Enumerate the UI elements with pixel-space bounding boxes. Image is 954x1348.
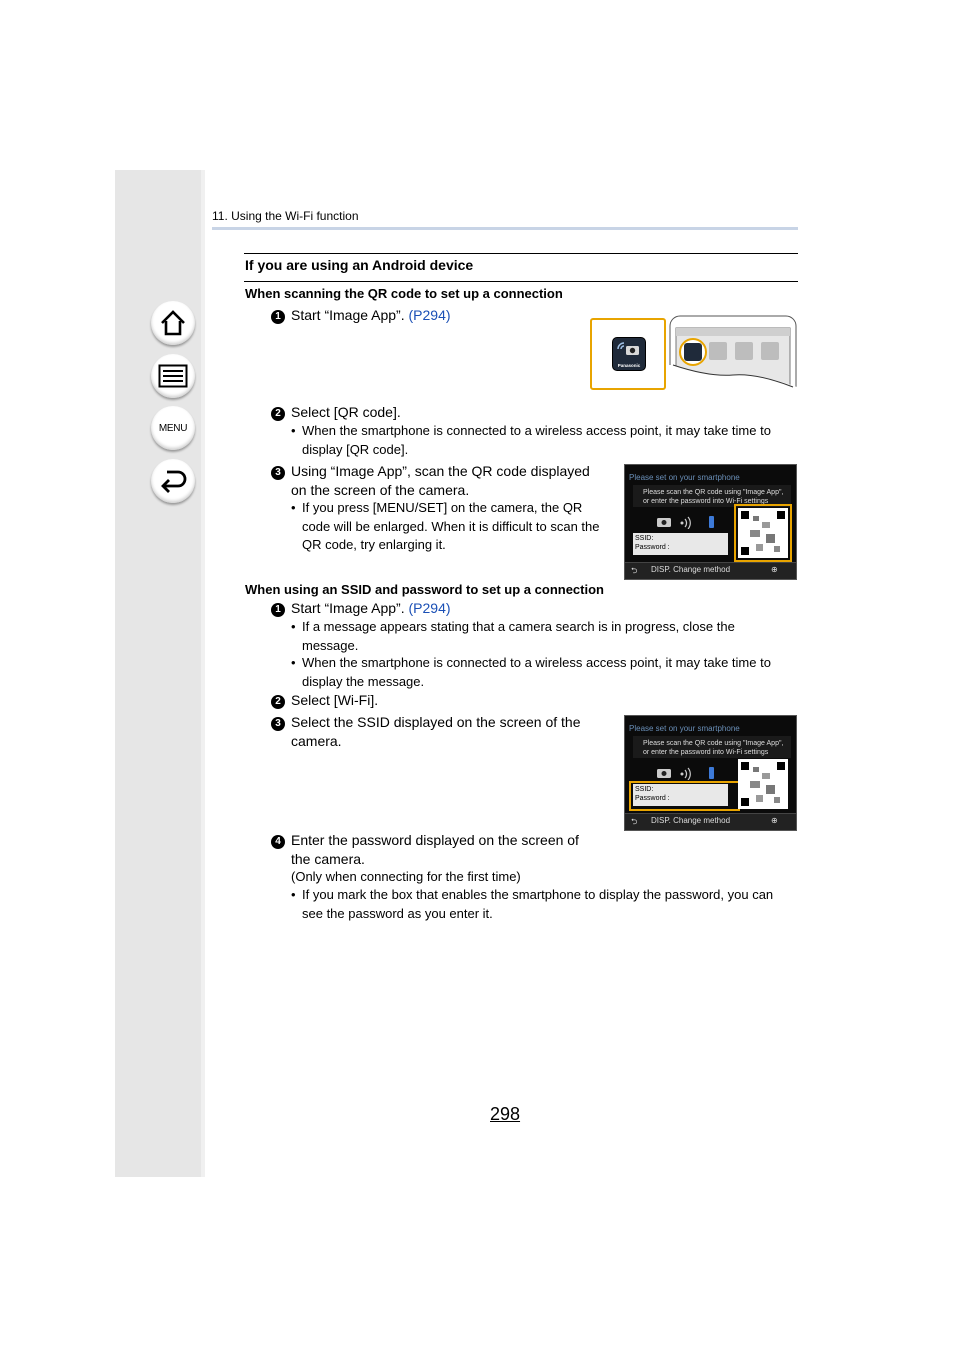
qr-step1 (271, 306, 451, 325)
bullet: • (291, 423, 296, 438)
qr-code (738, 759, 788, 809)
zoom-icon: ⊕ (771, 565, 778, 574)
camera-wifi-icon (613, 338, 645, 360)
ssid-step4-line1: Enter the password displayed on the screen of (291, 832, 579, 848)
ssid-step2 (271, 691, 378, 710)
ssid-step3-line2: camera. (291, 733, 342, 749)
ssid-method-heading: When using an SSID and password to set up a connection (245, 582, 604, 597)
ssid-step1-note2 (291, 654, 798, 691)
small-app-icon (684, 343, 702, 361)
step-number: 1 (271, 603, 285, 617)
menu-button[interactable] (151, 406, 195, 450)
qr-step2-note (291, 422, 798, 459)
step-number: 2 (271, 407, 285, 421)
home-button[interactable] (151, 301, 195, 345)
step-number: 4 (271, 835, 285, 849)
page-link-p294[interactable]: (P294) (408, 307, 451, 323)
password-label: Password : (635, 544, 670, 551)
ssid-step4-note-text: If you mark the box that enables the smartphone to display the password, you can see the password as you enter it. (302, 887, 774, 921)
ssid-step1-note1 (291, 618, 782, 655)
screen-message-line2: or enter the password into Wi-Fi settings (643, 498, 769, 505)
screen-message (643, 739, 783, 757)
step-number: 3 (271, 466, 285, 480)
ssid-step4-line2: the camera. (291, 851, 365, 867)
ssid-step4 (271, 831, 579, 850)
ssid-password-fields (633, 533, 728, 555)
ssid-label: SSID: (635, 535, 654, 542)
password-label: Password : (635, 795, 670, 802)
screen-bottom-bar (625, 813, 796, 830)
qr-step2-note-text: When the smartphone is connected to a wireless access point, it may take time to display [QR code]. (302, 423, 771, 457)
image-app-icon (612, 337, 646, 371)
ssid-step3-line1: Select the SSID displayed on the screen of the (291, 714, 581, 730)
step-number: 1 (271, 310, 285, 324)
section-rule-top (244, 253, 798, 254)
screen-title: Please set on your smartphone (629, 473, 740, 482)
qr-step2 (271, 403, 401, 422)
disp-change-method: DISP. Change method (651, 816, 731, 825)
ssid-step4-sub: (Only when connecting for the first time) (291, 869, 521, 884)
return-icon (158, 467, 188, 495)
back-button[interactable] (151, 459, 195, 503)
chapter-header: 11. Using the Wi-Fi function (212, 209, 359, 223)
screen-message-line2: or enter the password into Wi-Fi settings (643, 749, 769, 756)
app-icon-highlight (679, 338, 707, 366)
bullet: • (291, 619, 296, 634)
ssid-highlight (629, 781, 740, 811)
qr-step3-note-text: If you press [MENU/SET] on the camera, the QR code will be enlarged. When it is difficult to scan the QR code, try enlarging it. (302, 500, 600, 552)
ssid-step1-text: Start “Image App”. (291, 600, 409, 616)
back-icon: ⮌ (631, 566, 638, 575)
list-icon (158, 364, 188, 388)
ssid-step4-note (291, 886, 792, 923)
bullet: • (291, 500, 296, 515)
qr-step3 (271, 462, 590, 481)
zoom-icon: ⊕ (771, 816, 778, 825)
qr-step3-line2: on the screen of the camera. (291, 482, 470, 498)
screen-title: Please set on your smartphone (629, 724, 740, 733)
ssid-step2-text: Select [Wi-Fi]. (291, 692, 379, 708)
bullet: • (291, 887, 296, 902)
qr-step3-line1: Using “Image App”, scan the QR code displayed (291, 463, 590, 479)
qr-highlight (734, 504, 792, 562)
step-number: 3 (271, 717, 285, 731)
sidebar-edge (201, 170, 205, 1177)
ssid-step1-note2-text: When the smartphone is connected to a wireless access point, it may take time to display the message. (302, 655, 771, 689)
bullet: • (291, 655, 296, 670)
page-link-p294[interactable]: (P294) (408, 600, 451, 616)
disp-change-method: DISP. Change method (651, 565, 731, 574)
ssid-label: SSID: (635, 786, 654, 793)
screen-bottom-bar (625, 562, 796, 579)
screen-message-line1: Please scan the QR code using "Image App", (643, 489, 784, 496)
contents-button[interactable] (151, 354, 195, 398)
phone-illustration (669, 315, 797, 399)
step-number: 2 (271, 695, 285, 709)
header-rule (212, 227, 798, 230)
page-number: 298 (490, 1104, 521, 1124)
camera-screen-ssid (624, 715, 797, 831)
home-icon (159, 309, 187, 337)
connection-icons (655, 515, 725, 529)
ssid-step1-note1-text: If a message appears stating that a camera search is in progress, close the message. (302, 619, 735, 653)
app-icon-frame (590, 318, 666, 390)
ssid-step3 (271, 713, 581, 732)
qr-step1-text: Start “Image App”. (291, 307, 409, 323)
connection-icons (655, 766, 725, 780)
back-icon: ⮌ (631, 817, 638, 826)
screen-message-line1: Please scan the QR code using "Image App", (643, 740, 784, 747)
section-rule-bottom (244, 281, 798, 282)
qr-step2-text: Select [QR code]. (291, 404, 401, 420)
section-title: If you are using an Android device (245, 257, 474, 273)
brand-label: Panasonic (617, 363, 641, 368)
qr-step3-note (291, 499, 607, 555)
menu-label: MENU (158, 422, 188, 434)
qr-method-heading: When scanning the QR code to set up a connection (245, 286, 563, 301)
ssid-step1 (271, 599, 451, 618)
camera-screen-qr (624, 464, 797, 580)
qr-code-pattern (738, 759, 788, 809)
